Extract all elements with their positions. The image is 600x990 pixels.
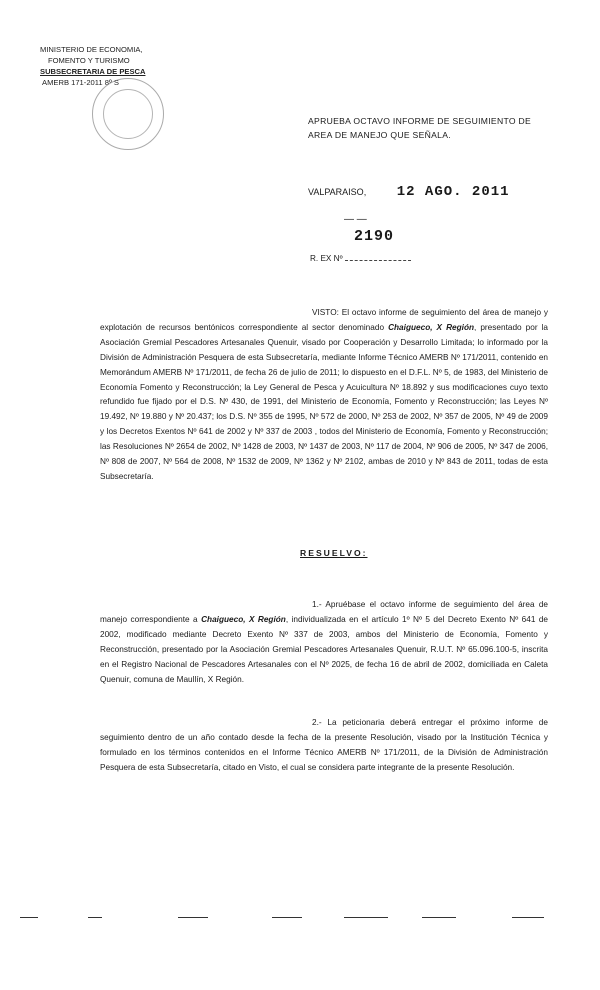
resolution-label: R. EX Nº xyxy=(310,254,343,263)
article-1-lead: 1.- Apruébase el octavo informe de seguimiento del xyxy=(312,600,514,609)
number-dash: — — xyxy=(344,214,367,225)
official-seal-icon xyxy=(92,78,164,150)
place: VALPARAISO, xyxy=(308,187,367,197)
article-2 xyxy=(100,716,548,776)
visto-sector: Chaigueco, X Región xyxy=(388,322,475,332)
file-reference: AMERB 171-2011 8º S xyxy=(42,78,119,87)
footer-rule xyxy=(512,917,544,918)
undersecretariat-name: SUBSECRETARIA DE PESCA xyxy=(40,67,146,76)
article-2-body: informe de seguimiento dentro de un año contado desde la fecha de la presente Resolución, visado por la Institución Técnica y formulado en los términos contenidos en el Informe Técnico AMERB Nº 171/2011, de la División de Administración Pesquera de esta Subsecretaría, citado en Visto, el cual se considera parte integrante de la presente Resolución. xyxy=(100,718,548,772)
article-1-body-start: área de manejo correspondiente a xyxy=(100,600,549,624)
footer-rule xyxy=(88,917,102,918)
visto-body-start: manejo y explotación de recursos bentónicos correspondiente al sector denominado xyxy=(100,308,548,332)
resolution-label-row xyxy=(310,252,411,263)
article-1-body-end: , individualizada en el artículo 1º Nº 5 del Decreto Exento Nº 641 de 2002, modificado mediante Decreto Exento Nº 337 de 2003, ambos del Ministerio de Economía, Fomento y Reconstrucción, presentado por la Asociación Gremial Pescadores Artesanales Quenuir, R.U.T. Nº 65.096.100-5, inscrita en el Registro Nacional de Pescadores Artesanales con el Nº 2025, de fecha 16 de abril de 2002, domiciliada en Caleta Quenuir, comuna de Maullín, X Región. xyxy=(100,614,548,684)
resuelvo-heading: RESUELVO: xyxy=(300,548,368,558)
place-date xyxy=(308,184,510,200)
visto-paragraph xyxy=(100,306,548,485)
article-1 xyxy=(100,598,548,687)
article-1-sector: Chaigueco, X Región xyxy=(201,614,286,624)
visto-body-end: , presentado por la Asociación Gremial Pescadores Artesanales Quenuir, visado por Cooperación y Desarrollo Limitada; lo informado por la División de Administración Pesquera de esta Subsecretaría, mediante Informe Técnico AMERB Nº 171/2011, contenido en Memorándum AMERB Nº 171/2011, de fecha 26 de julio de 2011; lo dispuesto en el D.F.L. Nº 5, de 1983, del Ministerio de Economía Fomento y Reconstrucción; la Ley General de Pesca y Acuicultura Nº 18.892 y sus modificaciones cuyo texto refundido fue fijado por el D.S. Nº 430, de 1991, del Ministerio de Economía, Fomento y Reconstrucción; las Leyes Nº 19.492, Nº 19.880 y Nº 20.437; los D.S. Nº 355 de 1995, Nº 572 de 2000, Nº 253 de 2002, Nº 357 de 2005, Nº 49 de 2009 y los Decretos Exentos Nº 641 de 2002 y Nº 337 de 2003 , todos del Ministerio de Economía, Fomento y Reconstrucción; las Resoluciones Nº 2654 de 2002, Nº 1428 de 2003, Nº 1437 de 2003, Nº 117 de 2004, Nº 906 de 2005, Nº 347 de 2006, Nº 808 de 2007, Nº 564 de 2008, Nº 1532 de 2009, Nº 1362 y Nº 2102, ambas de 2010 y Nº 843 de 2011, todas de esta Subsecretaría. xyxy=(100,322,549,481)
resolution-date: 12 AGO. 2011 xyxy=(396,184,510,200)
footer-rule xyxy=(20,917,38,918)
article-2-lead: 2.- La peticionaria deberá entregar el próximo xyxy=(312,718,500,727)
visto-lead: VISTO: El octavo informe de seguimiento del área de xyxy=(312,308,512,317)
footer-rule xyxy=(272,917,302,918)
footer-rule xyxy=(178,917,208,918)
resolution-number: 2190 xyxy=(354,228,395,245)
footer-rule xyxy=(422,917,456,918)
ministry-name: MINISTERIO DE ECONOMIA, xyxy=(40,45,143,54)
footer-rule xyxy=(344,917,388,918)
ministry-portfolio: FOMENTO Y TURISMO xyxy=(48,56,130,65)
resolution-subject: APRUEBA OCTAVO INFORME DE SEGUIMIENTO DE AREA DE MANEJO QUE SEÑALA. xyxy=(308,116,532,140)
